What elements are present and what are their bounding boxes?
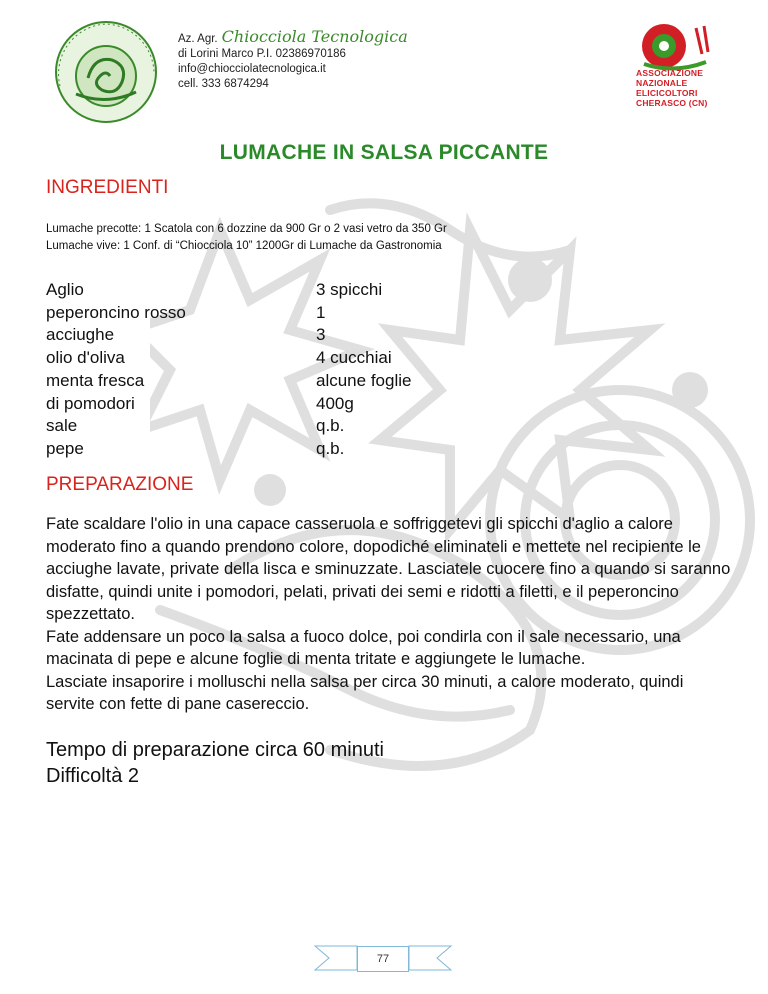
difficulty: Difficoltà 2 bbox=[46, 765, 140, 787]
preparation-text bbox=[46, 513, 736, 716]
association-line: CHERASCO (CN) bbox=[636, 98, 708, 108]
ingredients-heading: INGREDIENTI bbox=[46, 177, 169, 198]
company-phone: cell. 333 6874294 bbox=[178, 78, 269, 90]
ingredient-name: menta fresca bbox=[46, 370, 145, 390]
snails-note-line: Lumache vive: 1 Conf. di “Chiocciola 10” 1200Gr di Lumache da Gastronomia bbox=[46, 240, 442, 252]
association-name bbox=[636, 68, 708, 108]
page-number: 77 bbox=[357, 946, 409, 972]
ingredient-name: acciughe bbox=[46, 325, 115, 345]
ingredient-qty: q.b. bbox=[316, 438, 345, 458]
recipe-meta bbox=[46, 737, 384, 789]
company-email[interactable]: info@chiocciolatecnologica.it bbox=[178, 63, 326, 75]
preparation-time: Tempo di preparazione circa 60 minuti bbox=[46, 739, 384, 761]
preparation-paragraph: Fate scaldare l'olio in una capace casseruola e soffriggetevi gli spicchi d'aglio a calore moderato fino a quando prendono colore, dopodiché eliminateli e mettete nel recipiente le acciughe lavate, private della lisca e sminuzzate. Lasciatele cuocere fino a quando si saranno disfatte, quindi unite i pomodori, pelati, privati dei semi e ridotti a filetti, e il peperoncino spezzettato. bbox=[46, 515, 731, 623]
association-line: ASSOCIAZIONE bbox=[636, 68, 704, 78]
association-line: NAZIONALE bbox=[636, 78, 688, 88]
association-line: ELICICOLTORI bbox=[636, 88, 698, 98]
ingredient-qty: alcune foglie bbox=[316, 370, 412, 390]
chiocciola-tecnologica-logo bbox=[46, 16, 170, 126]
ingredient-name: pepe bbox=[46, 438, 84, 458]
ingredient-qty: 4 cucchiai bbox=[316, 348, 392, 368]
ingredient-qty: 1 bbox=[316, 302, 326, 322]
preparation-heading: PREPARAZIONE bbox=[46, 474, 194, 495]
preparation-paragraph: Lasciate insaporire i molluschi nella salsa per circa 30 minuti, a calore moderato, quindi servite con fette di pane casereccio. bbox=[46, 672, 684, 713]
ingredient-name: Aglio bbox=[46, 280, 84, 299]
owner-line: di Lorini Marco P.I. 02386970186 bbox=[178, 48, 346, 60]
ingredient-name: sale bbox=[46, 416, 78, 436]
ingredient-qty: 3 bbox=[316, 325, 326, 345]
company-brand: Chiocciola Tecnologica bbox=[221, 27, 408, 46]
ingredient-qty: 3 spicchi bbox=[316, 280, 383, 299]
recipe-title: LUMACHE IN SALSA PICCANTE bbox=[219, 141, 549, 164]
ingredient-name: di pomodori bbox=[46, 393, 135, 413]
ingredient-names bbox=[46, 279, 186, 461]
preparation-paragraph: Fate addensare un poco la salsa a fuoco dolce, poi condirla con il sale necessario, una macinata di pepe e alcune foglie di menta tritate e aggiungete le lumache. bbox=[46, 627, 681, 668]
company-info bbox=[178, 29, 408, 92]
ingredient-qty: q.b. bbox=[316, 416, 345, 436]
ingredient-qty: 400g bbox=[316, 393, 354, 413]
company-prefix: Az. Agr. bbox=[178, 33, 218, 45]
snails-note bbox=[46, 221, 447, 255]
ingredient-name: peperoncino rosso bbox=[46, 302, 186, 322]
ingredient-quantities bbox=[316, 279, 411, 461]
snails-note-line: Lumache precotte: 1 Scatola con 6 dozzine da 900 Gr o 2 vasi vetro da 350 Gr bbox=[46, 223, 447, 235]
ingredient-name: olio d'oliva bbox=[46, 348, 125, 368]
